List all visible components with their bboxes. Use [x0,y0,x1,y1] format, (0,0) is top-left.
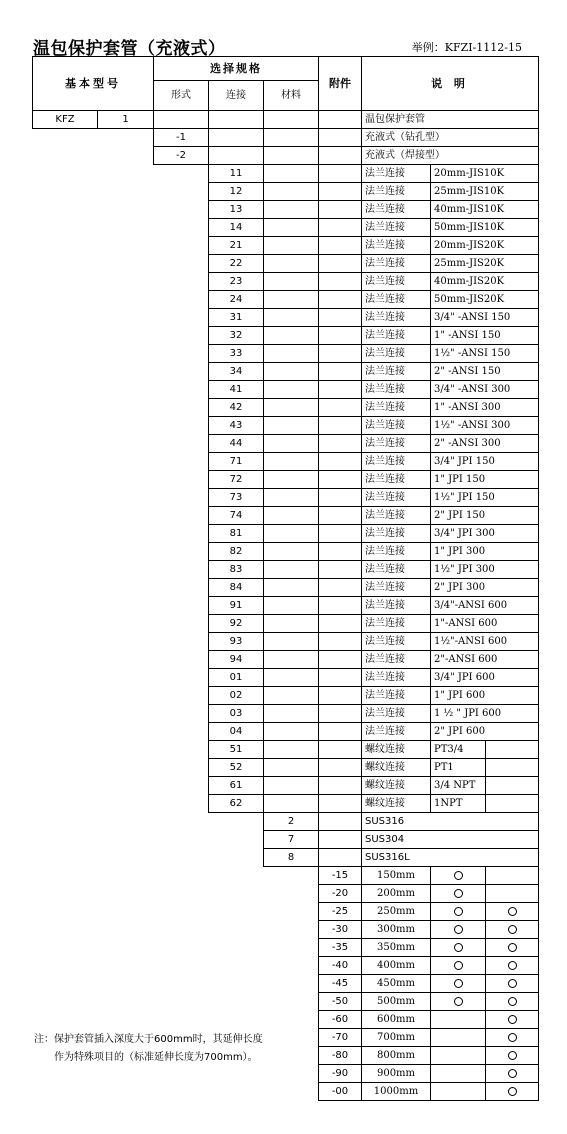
connection-spec: 3/4" -ANSI 150 [430,308,539,327]
empty-cell [263,560,319,579]
empty-cell [318,578,362,597]
empty-cell [318,704,362,723]
empty-cell [263,182,319,201]
empty-cell [318,362,362,381]
connection-code: 24 [208,290,264,309]
empty-cell [263,254,319,273]
empty-cell [485,740,539,759]
footnote-line-1: 注：保护套管插入深度大于600mm时，其延伸长度 [34,1034,263,1045]
connection-code: 21 [208,236,264,255]
empty-cell [318,236,362,255]
circle-mark-icon [508,943,517,952]
connection-type: 法兰连接 [361,182,431,201]
circle-mark-icon [508,1051,517,1060]
attachment-code: -00 [318,1082,362,1101]
connection-code: 12 [208,182,264,201]
empty-cell [263,758,319,777]
attachment-length: 250mm [361,902,431,921]
empty-cell [318,560,362,579]
empty-cell [263,596,319,615]
attachment-code: -40 [318,956,362,975]
page-title: 温包保护套管（充液式） [33,39,226,59]
circle-mark-icon [454,979,463,988]
connection-code: 41 [208,380,264,399]
empty-cell [263,200,319,219]
connection-code: 42 [208,398,264,417]
empty-cell [318,470,362,489]
connection-type: 法兰连接 [361,560,431,579]
connection-code: 23 [208,272,264,291]
connection-spec: 50mm-JIS10K [430,218,539,237]
connection-spec: 40mm-JIS20K [430,272,539,291]
connection-code: 74 [208,506,264,525]
attachment-length: 1000mm [361,1082,431,1101]
empty-cell [318,182,362,201]
connection-type: 法兰连接 [361,578,431,597]
base-desc: 温包保护套管 [361,110,539,129]
connection-code: 61 [208,776,264,795]
connection-spec: 1"-ANSI 600 [430,614,539,633]
header-selection: 选择规格 [153,56,319,81]
connection-code: 94 [208,650,264,669]
connection-spec: 50mm-JIS20K [430,290,539,309]
header-base-model: 基本型号 [32,56,154,111]
attachment-code: -80 [318,1046,362,1065]
empty-cell [263,290,319,309]
empty-cell [318,776,362,795]
attachment-length: 350mm [361,938,431,957]
connection-code: 81 [208,524,264,543]
empty-cell [318,416,362,435]
circle-mark-icon [454,889,463,898]
circle-mark-icon [508,979,517,988]
connection-spec: PT1 [430,758,486,777]
empty-cell [263,524,319,543]
attachment-option-a [430,1046,486,1065]
material-code: 2 [263,812,319,831]
footnote [34,1031,263,1067]
empty-cell [318,812,362,831]
empty-cell [318,758,362,777]
empty-cell [318,254,362,273]
connection-code: 43 [208,416,264,435]
attachment-code: -70 [318,1028,362,1047]
empty-cell [263,776,319,795]
connection-spec: 1" -ANSI 300 [430,398,539,417]
attachment-option-a [430,884,486,903]
empty-cell [318,632,362,651]
connection-code: 04 [208,722,264,741]
connection-code: 93 [208,632,264,651]
attachment-code: -25 [318,902,362,921]
empty-cell [318,506,362,525]
empty-cell [318,434,362,453]
empty-cell [263,614,319,633]
attachment-length: 150mm [361,866,431,885]
attachment-length: 700mm [361,1028,431,1047]
attachment-option-b [485,974,539,993]
empty-cell [318,650,362,669]
connection-type: 螺纹连接 [361,758,431,777]
attachment-code: -20 [318,884,362,903]
material-desc: SUS316 [361,812,539,831]
attachment-option-a [430,1028,486,1047]
empty-cell [485,794,539,813]
empty-cell [318,272,362,291]
connection-code: 31 [208,308,264,327]
connection-spec: 1" -ANSI 150 [430,326,539,345]
empty-cell [318,596,362,615]
connection-type: 法兰连接 [361,614,431,633]
empty-cell [263,740,319,759]
connection-type: 螺纹连接 [361,740,431,759]
attachment-option-b [485,992,539,1011]
connection-type: 法兰连接 [361,596,431,615]
connection-code: 01 [208,668,264,687]
empty-cell [318,614,362,633]
empty-cell [318,290,362,309]
attachment-option-a [430,1010,486,1029]
empty-cell [263,470,319,489]
attachment-length: 600mm [361,1010,431,1029]
connection-type: 法兰连接 [361,236,431,255]
empty-cell [318,164,362,183]
empty-cell [263,380,319,399]
empty-cell [318,326,362,345]
attachment-code: -90 [318,1064,362,1083]
header-connection: 连接 [208,80,264,111]
connection-type: 法兰连接 [361,434,431,453]
connection-type: 法兰连接 [361,506,431,525]
empty-cell [263,434,319,453]
connection-type: 法兰连接 [361,542,431,561]
connection-code: 44 [208,434,264,453]
connection-type: 法兰连接 [361,632,431,651]
material-desc: SUS316L [361,848,539,867]
header-material: 材料 [263,80,319,111]
connection-code: 91 [208,596,264,615]
connection-type: 法兰连接 [361,398,431,417]
attachment-option-a [430,866,486,885]
connection-spec: 2" -ANSI 300 [430,434,539,453]
connection-spec: 25mm-JIS20K [430,254,539,273]
attachment-length: 400mm [361,956,431,975]
attachment-option-a [430,920,486,939]
connection-type: 法兰连接 [361,380,431,399]
empty-cell [263,794,319,813]
header-form: 形式 [153,80,209,111]
connection-type: 法兰连接 [361,272,431,291]
connection-spec: 3/4" JPI 150 [430,452,539,471]
attachment-option-b [485,902,539,921]
connection-type: 法兰连接 [361,200,431,219]
empty-cell [208,110,264,129]
attachment-length: 500mm [361,992,431,1011]
empty-cell [318,848,362,867]
attachment-length: 300mm [361,920,431,939]
connection-spec: 20mm-JIS20K [430,236,539,255]
connection-type: 法兰连接 [361,704,431,723]
circle-mark-icon [508,1015,517,1024]
circle-mark-icon [508,1069,517,1078]
connection-type: 法兰连接 [361,254,431,273]
empty-cell [318,668,362,687]
empty-cell [263,272,319,291]
connection-spec: 2" -ANSI 150 [430,362,539,381]
empty-cell [485,758,539,777]
circle-mark-icon [508,925,517,934]
material-code: 8 [263,848,319,867]
connection-spec: 3/4 NPT [430,776,486,795]
circle-mark-icon [508,1033,517,1042]
connection-code: 52 [208,758,264,777]
connection-code: 82 [208,542,264,561]
empty-cell [208,146,264,165]
empty-cell [318,218,362,237]
empty-cell [263,308,319,327]
empty-cell [263,128,319,147]
empty-cell [318,200,362,219]
connection-spec: 1" JPI 150 [430,470,539,489]
connection-type: 法兰连接 [361,488,431,507]
connection-code: 33 [208,344,264,363]
connection-spec: 40mm-JIS10K [430,200,539,219]
empty-cell [263,326,319,345]
connection-type: 法兰连接 [361,668,431,687]
empty-cell [263,722,319,741]
empty-cell [153,110,209,129]
attachment-length: 900mm [361,1064,431,1083]
empty-cell [318,308,362,327]
connection-code: 14 [208,218,264,237]
empty-cell [263,650,319,669]
connection-spec: 25mm-JIS10K [430,182,539,201]
empty-cell [263,146,319,165]
empty-cell [263,164,319,183]
connection-code: 03 [208,704,264,723]
attachment-code: -15 [318,866,362,885]
empty-cell [208,128,264,147]
connection-type: 法兰连接 [361,362,431,381]
empty-cell [263,398,319,417]
connection-spec: 3/4"-ANSI 600 [430,596,539,615]
empty-cell [263,686,319,705]
attachment-code: -60 [318,1010,362,1029]
empty-cell [318,830,362,849]
connection-spec: 1" JPI 300 [430,542,539,561]
empty-cell [263,416,319,435]
connection-code: 11 [208,164,264,183]
empty-cell [318,452,362,471]
empty-cell [318,344,362,363]
empty-cell [263,452,319,471]
empty-cell [318,488,362,507]
connection-code: 22 [208,254,264,273]
connection-spec: 1 ½ " JPI 600 [430,704,539,723]
example-code: 举例：KFZI-1112-15 [411,41,522,54]
circle-mark-icon [508,961,517,970]
connection-type: 法兰连接 [361,290,431,309]
circle-mark-icon [454,997,463,1006]
attachment-option-b [485,1082,539,1101]
empty-cell [318,398,362,417]
empty-cell [263,110,319,129]
attachment-option-b [485,866,539,885]
attachment-code: -30 [318,920,362,939]
header-description: 说 明 [361,56,539,111]
connection-code: 72 [208,470,264,489]
connection-code: 71 [208,452,264,471]
connection-type: 法兰连接 [361,326,431,345]
empty-cell [318,686,362,705]
attachment-length: 450mm [361,974,431,993]
empty-cell [263,704,319,723]
footnote-line-2: 作为特殊项目的（标准延伸长度为700mm）。 [54,1052,258,1063]
empty-cell [318,380,362,399]
connection-type: 法兰连接 [361,470,431,489]
attachment-option-a [430,902,486,921]
connection-type: 法兰连接 [361,650,431,669]
attachment-option-a [430,974,486,993]
attachment-length: 800mm [361,1046,431,1065]
connection-type: 法兰连接 [361,416,431,435]
empty-cell [263,218,319,237]
empty-cell [263,344,319,363]
connection-spec: 2" JPI 600 [430,722,539,741]
circle-mark-icon [454,961,463,970]
empty-cell [318,722,362,741]
connection-spec: 1½" JPI 150 [430,488,539,507]
connection-spec: 1½"-ANSI 600 [430,632,539,651]
attachment-option-b [485,956,539,975]
empty-cell [263,632,319,651]
empty-cell [263,578,319,597]
empty-cell [318,740,362,759]
attachment-option-b [485,884,539,903]
circle-mark-icon [508,907,517,916]
attachment-option-b [485,1028,539,1047]
empty-cell [318,128,362,147]
attachment-option-b [485,1046,539,1065]
attachment-option-b [485,1010,539,1029]
attachment-option-a [430,956,486,975]
connection-spec: 1½" JPI 300 [430,560,539,579]
connection-code: 92 [208,614,264,633]
connection-type: 法兰连接 [361,722,431,741]
empty-cell [263,668,319,687]
connection-code: 84 [208,578,264,597]
connection-type: 法兰连接 [361,344,431,363]
connection-code: 32 [208,326,264,345]
empty-cell [263,236,319,255]
connection-code: 02 [208,686,264,705]
form-code: -1 [153,128,209,147]
connection-spec: 1NPT [430,794,486,813]
connection-type: 法兰连接 [361,308,431,327]
connection-spec: 1½" -ANSI 150 [430,344,539,363]
connection-spec: 3/4" -ANSI 300 [430,380,539,399]
attachment-option-b [485,1064,539,1083]
connection-type: 法兰连接 [361,686,431,705]
circle-mark-icon [508,1087,517,1096]
material-code: 7 [263,830,319,849]
connection-type: 螺纹连接 [361,794,431,813]
empty-cell [318,146,362,165]
connection-spec: 3/4" JPI 300 [430,524,539,543]
connection-spec: 1" JPI 600 [430,686,539,705]
attachment-code: -35 [318,938,362,957]
connection-spec: PT3/4 [430,740,486,759]
connection-code: 62 [208,794,264,813]
connection-code: 83 [208,560,264,579]
form-desc: 充液式（钻孔型） [361,128,539,147]
connection-code: 73 [208,488,264,507]
connection-spec: 20mm-JIS10K [430,164,539,183]
connection-code: 34 [208,362,264,381]
connection-spec: 2" JPI 150 [430,506,539,525]
connection-type: 法兰连接 [361,164,431,183]
attachment-code: -50 [318,992,362,1011]
base-code: KFZ [32,110,98,129]
form-desc: 充液式（焊接型） [361,146,539,165]
circle-mark-icon [454,907,463,916]
empty-cell [318,110,362,129]
connection-type: 法兰连接 [361,452,431,471]
attachment-option-b [485,938,539,957]
connection-spec: 2" JPI 300 [430,578,539,597]
circle-mark-icon [508,997,517,1006]
header-attachment: 附件 [318,56,362,111]
empty-cell [318,794,362,813]
connection-spec: 1½" -ANSI 300 [430,416,539,435]
attachment-length: 200mm [361,884,431,903]
connection-type: 法兰连接 [361,524,431,543]
circle-mark-icon [454,871,463,880]
circle-mark-icon [454,925,463,934]
connection-spec: 2"-ANSI 600 [430,650,539,669]
connection-type: 法兰连接 [361,218,431,237]
empty-cell [263,542,319,561]
empty-cell [318,542,362,561]
empty-cell [485,776,539,795]
attachment-code: -45 [318,974,362,993]
form-code: -2 [153,146,209,165]
empty-cell [263,488,319,507]
attachment-option-b [485,920,539,939]
circle-mark-icon [454,943,463,952]
attachment-option-a [430,1082,486,1101]
material-desc: SUS304 [361,830,539,849]
connection-code: 51 [208,740,264,759]
attachment-option-a [430,938,486,957]
connection-spec: 3/4" JPI 600 [430,668,539,687]
connection-code: 13 [208,200,264,219]
connection-type: 螺纹连接 [361,776,431,795]
base-num: 1 [97,110,154,129]
attachment-option-a [430,1064,486,1083]
empty-cell [263,362,319,381]
empty-cell [263,506,319,525]
empty-cell [318,524,362,543]
attachment-option-a [430,992,486,1011]
